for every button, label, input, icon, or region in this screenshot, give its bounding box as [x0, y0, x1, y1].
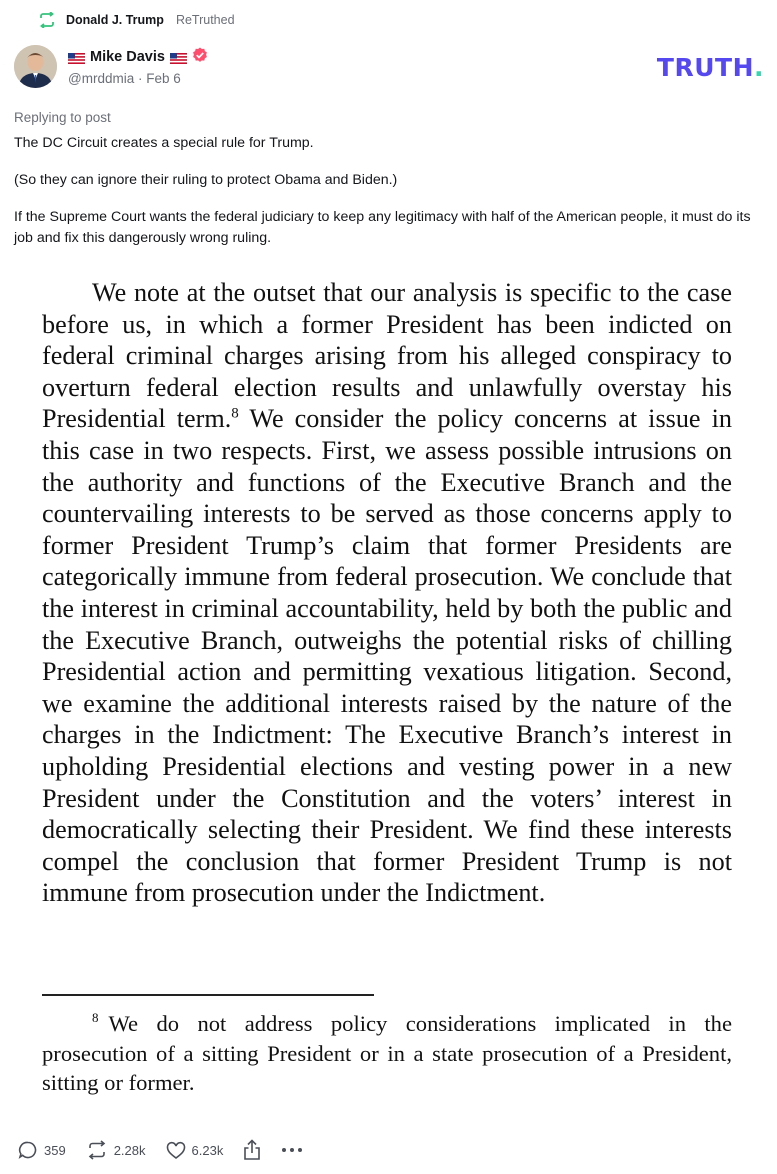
retruth-button[interactable] — [86, 1140, 146, 1160]
reply-count: 359 — [44, 1142, 66, 1158]
action-bar — [18, 1136, 323, 1164]
logo-dot: . — [754, 53, 764, 82]
reply-button[interactable] — [18, 1140, 66, 1160]
heart-icon — [166, 1141, 186, 1160]
footnote-text: We do not address policy considerations implicated in the prosecution of a sitting President or in a state prosecution of a President, sitting or former. — [42, 1011, 732, 1095]
retruth-icon — [36, 10, 58, 30]
handle-row — [68, 71, 181, 86]
retruth-icon — [86, 1140, 108, 1160]
more-options-button[interactable] — [281, 1147, 303, 1153]
retruth-header — [36, 10, 235, 30]
more-icon — [281, 1147, 303, 1153]
post-paragraph: The DC Circuit creates a special rule for Trump. — [14, 135, 314, 151]
separator-dot: · — [137, 71, 147, 86]
us-flag-icon — [170, 52, 187, 63]
document-main-text: We note at the outset that our analysis is specific to the case before us, in which a former President has been indicted on federal criminal charges arising from his alleged conspiracy to overturn federal election results and unlawfully overstay his Presidential term. — [42, 278, 732, 434]
avatar[interactable] — [14, 45, 57, 88]
post-paragraph: If the Supreme Court wants the federal judiciary to keep any legitimacy with half of the American people, it must do its job and fix this dangerously wrong ruling. — [14, 209, 751, 246]
author-name[interactable]: Mike Davis — [90, 49, 165, 65]
footnote-divider — [42, 994, 374, 996]
like-button[interactable] — [166, 1141, 224, 1160]
author-row — [68, 47, 208, 67]
replying-to-link[interactable]: Replying to post — [14, 110, 111, 125]
post-date[interactable]: Feb 6 — [146, 71, 181, 86]
document-footnote — [42, 1009, 732, 1098]
footnote-marker: 8 — [231, 405, 239, 422]
retruth-count: 2.28k — [113, 1142, 146, 1158]
document-main-text-continued: We consider the policy concerns at issue in this case in two respects. First, we assess possible intrusions on the authority and functions of the Executive Branch and the countervailing interests to be served as those concerns apply to former President Trump’s claim that former Presidents are categorically immune from federal prosecution. We conclude that the interest in criminal accountability, held by both the public and the Executive Branch, outweighs the potential risks of chilling Presidential action and permitting vexatious litigation. Second, we examine the additional interests raised by the nature of the charges in the Indictment: The Executive Branch’s interest in upholding Presidential elections and vesting power in a new President under the Constitution and the voters’ interest in democratically selecting their President. We find these interests compel the conclusion that former President Trump is not immune from prosecution under the Indictment. — [42, 404, 732, 908]
attached-document-image[interactable] — [42, 277, 732, 909]
retruth-user-link[interactable]: Donald J. Trump — [66, 13, 164, 27]
reply-icon — [18, 1140, 38, 1160]
like-count: 6.23k — [191, 1142, 224, 1158]
share-icon — [243, 1139, 261, 1161]
retruth-label: ReTruthed — [175, 13, 235, 27]
post-paragraph: (So they can ignore their ruling to protect Obama and Biden.) — [14, 172, 398, 188]
share-button[interactable] — [243, 1139, 261, 1161]
footnote-number: 8 — [92, 1010, 99, 1026]
logo-text: TRUTH — [656, 53, 754, 82]
us-flag-icon — [68, 52, 85, 63]
post-header — [14, 45, 764, 95]
truth-logo[interactable] — [657, 53, 764, 82]
verified-badge-icon — [192, 47, 208, 67]
author-handle[interactable]: @mrddmia — [68, 71, 135, 86]
